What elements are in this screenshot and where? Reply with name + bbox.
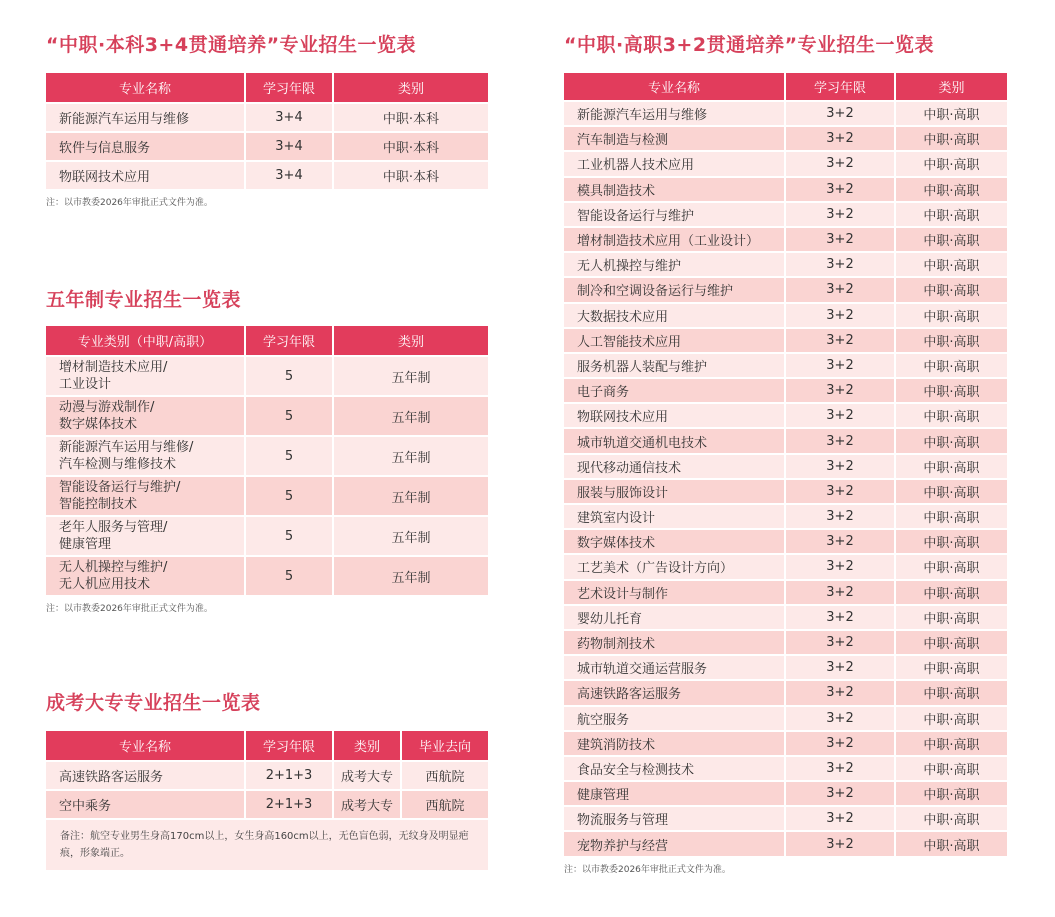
duration-cell: 3+2 <box>786 125 896 150</box>
table-row <box>46 760 488 789</box>
category-cell: 中职·高职 <box>896 780 1007 805</box>
category-cell: 中职·高职 <box>896 478 1007 503</box>
major-name-cell: 空中乘务 <box>46 789 246 818</box>
major-line-2: 数字媒体技术 <box>59 417 138 432</box>
major-name-cell: 模具制造技术 <box>564 176 786 201</box>
category-cell: 中职·高职 <box>896 553 1007 578</box>
major-name-cell: 工艺美术（广告设计方向） <box>564 553 786 578</box>
category-cell: 中职·高职 <box>896 654 1007 679</box>
major-line-2: 工业设计 <box>59 377 112 392</box>
duration-cell: 3+4 <box>246 160 334 189</box>
table-row <box>46 789 488 818</box>
table1-title: “中职·本科3+4贯通培养”专业招生一览表 <box>46 34 417 56</box>
table-row <box>564 705 1007 730</box>
duration-cell: 3+2 <box>786 780 896 805</box>
table3 <box>46 731 488 818</box>
major-name-cell: 物联网技术应用 <box>46 160 246 189</box>
duration-cell: 3+2 <box>786 805 896 830</box>
category-cell: 中职·高职 <box>896 705 1007 730</box>
major-name-cell: 健康管理 <box>564 780 786 805</box>
table4-note: 注：以市教委2026年审批正式文件为准。 <box>564 864 731 875</box>
category-cell: 中职·高职 <box>896 629 1007 654</box>
table2-header: 类别 <box>334 326 488 355</box>
duration-cell: 3+2 <box>786 830 896 855</box>
major-name-cell: 高速铁路客运服务 <box>564 679 786 704</box>
major-name-cell: 汽车制造与检测 <box>564 125 786 150</box>
major-name-cell: 无人机操控与维护 <box>564 251 786 276</box>
duration-cell: 3+2 <box>786 427 896 452</box>
category-cell: 中职·高职 <box>896 352 1007 377</box>
table2-header: 专业类别（中职/高职） <box>46 326 246 355</box>
duration-cell: 3+2 <box>786 478 896 503</box>
table3-section <box>46 688 488 870</box>
major-name-cell: 药物制剂技术 <box>564 629 786 654</box>
duration-cell: 3+2 <box>786 327 896 352</box>
duration-cell: 3+2 <box>786 150 896 175</box>
category-cell: 中职·高职 <box>896 327 1007 352</box>
category-cell: 中职·高职 <box>896 830 1007 855</box>
duration-cell: 5 <box>246 515 334 555</box>
duration-cell: 3+2 <box>786 528 896 553</box>
table-row <box>564 528 1007 553</box>
table3-title: 成考大专专业招生一览表 <box>46 692 261 714</box>
category-cell: 中职·高职 <box>896 805 1007 830</box>
table4-header: 专业名称 <box>564 73 786 100</box>
table1-note: 注：以市教委2026年审批正式文件为准。 <box>46 198 213 208</box>
table-row <box>564 604 1007 629</box>
major-name-cell: 增材制造技术应用（工业设计） <box>564 226 786 251</box>
table3-header: 毕业去向 <box>402 731 488 760</box>
duration-cell: 3+2 <box>786 377 896 402</box>
category-cell: 中职·高职 <box>896 377 1007 402</box>
table-row <box>564 730 1007 755</box>
category-cell: 中职·本科 <box>334 160 488 189</box>
major-name-cell: 新能源汽车运用与维修 <box>46 102 246 131</box>
major-name-cell: 数字媒体技术 <box>564 528 786 553</box>
major-line-1: 增材制造技术应用/ <box>59 360 168 375</box>
major-line-1: 老年人服务与管理/ <box>59 520 168 535</box>
duration-cell: 3+2 <box>786 755 896 780</box>
table-row <box>564 302 1007 327</box>
table2-note: 注：以市教委2026年审批正式文件为准。 <box>46 604 213 614</box>
duration-cell: 3+2 <box>786 629 896 654</box>
category-cell: 中职·高职 <box>896 150 1007 175</box>
table-row <box>564 679 1007 704</box>
table4-body <box>564 100 1007 856</box>
table-row <box>564 453 1007 478</box>
duration-cell: 5 <box>246 395 334 435</box>
table-row <box>564 176 1007 201</box>
table-row <box>564 125 1007 150</box>
table-row <box>46 475 488 515</box>
table4-header: 学习年限 <box>786 73 896 100</box>
major-name-cell: 宠物养护与经营 <box>564 830 786 855</box>
table-row <box>564 377 1007 402</box>
category-cell: 中职·高职 <box>896 125 1007 150</box>
table-row <box>564 201 1007 226</box>
category-cell: 中职·高职 <box>896 276 1007 301</box>
category-cell: 中职·高职 <box>896 201 1007 226</box>
table-row <box>564 100 1007 125</box>
table1-body <box>46 102 488 189</box>
duration-cell: 3+2 <box>786 654 896 679</box>
duration-cell: 3+2 <box>786 251 896 276</box>
duration-cell: 3+2 <box>786 276 896 301</box>
table-row <box>564 427 1007 452</box>
category-cell: 五年制 <box>334 515 488 555</box>
table-row <box>564 226 1007 251</box>
duration-cell: 5 <box>246 355 334 395</box>
table1-header: 类别 <box>334 73 488 102</box>
major-name-cell: 服务机器人装配与维护 <box>564 352 786 377</box>
table3-body <box>46 760 488 818</box>
major-category-cell <box>46 355 246 395</box>
category-cell: 五年制 <box>334 435 488 475</box>
table4 <box>564 73 1007 856</box>
category-cell: 中职·高职 <box>896 402 1007 427</box>
table3-remark: 备注：航空专业男生身高170cm以上，女生身高160cm以上，无色盲色弱，无纹身及明显疤痕，形象端正。 <box>46 820 488 870</box>
duration-cell: 3+4 <box>246 131 334 160</box>
table2 <box>46 326 488 595</box>
major-name-cell: 航空服务 <box>564 705 786 730</box>
category-cell: 五年制 <box>334 395 488 435</box>
table-row <box>564 327 1007 352</box>
destination-cell: 西航院 <box>402 760 488 789</box>
category-cell: 中职·高职 <box>896 503 1007 528</box>
table-row <box>564 478 1007 503</box>
category-cell: 中职·高职 <box>896 604 1007 629</box>
category-cell: 五年制 <box>334 355 488 395</box>
table-row <box>564 553 1007 578</box>
duration-cell: 3+2 <box>786 352 896 377</box>
major-name-cell: 高速铁路客运服务 <box>46 760 246 789</box>
duration-cell: 3+2 <box>786 730 896 755</box>
category-cell: 中职·高职 <box>896 251 1007 276</box>
major-name-cell: 城市轨道交通机电技术 <box>564 427 786 452</box>
category-cell: 中职·高职 <box>896 302 1007 327</box>
duration-cell: 3+2 <box>786 453 896 478</box>
table1-section <box>46 30 488 208</box>
table-row <box>564 402 1007 427</box>
table1-header: 学习年限 <box>246 73 334 102</box>
table-row <box>46 160 488 189</box>
category-cell: 中职·本科 <box>334 102 488 131</box>
category-cell: 中职·高职 <box>896 226 1007 251</box>
category-cell: 中职·高职 <box>896 427 1007 452</box>
major-line-2: 无人机应用技术 <box>59 577 151 592</box>
major-line-1: 新能源汽车运用与维修/ <box>59 440 194 455</box>
table-row <box>564 150 1007 175</box>
duration-cell: 3+2 <box>786 679 896 704</box>
table4-section <box>564 30 1007 875</box>
category-cell: 成考大专 <box>334 760 402 789</box>
table-row <box>564 503 1007 528</box>
duration-cell: 3+2 <box>786 705 896 730</box>
table1-header: 专业名称 <box>46 73 246 102</box>
duration-cell: 2+1+3 <box>246 760 334 789</box>
table-row <box>46 355 488 395</box>
duration-cell: 3+2 <box>786 302 896 327</box>
major-name-cell: 智能设备运行与维护 <box>564 201 786 226</box>
category-cell: 中职·高职 <box>896 730 1007 755</box>
major-name-cell: 建筑消防技术 <box>564 730 786 755</box>
major-name-cell: 婴幼儿托育 <box>564 604 786 629</box>
table-row <box>46 395 488 435</box>
category-cell: 中职·本科 <box>334 131 488 160</box>
major-name-cell: 电子商务 <box>564 377 786 402</box>
major-category-cell <box>46 475 246 515</box>
duration-cell: 3+2 <box>786 553 896 578</box>
major-category-cell <box>46 395 246 435</box>
duration-cell: 3+2 <box>786 579 896 604</box>
category-cell: 中职·高职 <box>896 679 1007 704</box>
duration-cell: 5 <box>246 435 334 475</box>
major-name-cell: 制冷和空调设备运行与维护 <box>564 276 786 301</box>
table4-title: “中职·高职3+2贯通培养”专业招生一览表 <box>564 34 935 56</box>
duration-cell: 3+2 <box>786 176 896 201</box>
category-cell: 成考大专 <box>334 789 402 818</box>
table-row <box>46 102 488 131</box>
duration-cell: 3+2 <box>786 100 896 125</box>
table-row <box>564 352 1007 377</box>
major-name-cell: 新能源汽车运用与维修 <box>564 100 786 125</box>
table2-header: 学习年限 <box>246 326 334 355</box>
duration-cell: 5 <box>246 475 334 515</box>
category-cell: 五年制 <box>334 475 488 515</box>
duration-cell: 3+2 <box>786 503 896 528</box>
table-row <box>564 755 1007 780</box>
major-name-cell: 大数据技术应用 <box>564 302 786 327</box>
destination-cell: 西航院 <box>402 789 488 818</box>
table4-header: 类别 <box>896 73 1007 100</box>
major-line-2: 智能控制技术 <box>59 497 138 512</box>
table-row <box>46 515 488 555</box>
major-category-cell <box>46 515 246 555</box>
duration-cell: 3+4 <box>246 102 334 131</box>
table1 <box>46 73 488 189</box>
duration-cell: 2+1+3 <box>246 789 334 818</box>
major-name-cell: 服装与服饰设计 <box>564 478 786 503</box>
category-cell: 五年制 <box>334 555 488 595</box>
table-row <box>564 251 1007 276</box>
table-row <box>46 131 488 160</box>
table-row <box>564 830 1007 855</box>
major-line-1: 无人机操控与维护/ <box>59 560 168 575</box>
table-row <box>46 435 488 475</box>
table2-section <box>46 285 488 614</box>
major-name-cell: 工业机器人技术应用 <box>564 150 786 175</box>
major-line-1: 智能设备运行与维护/ <box>59 480 181 495</box>
table-row <box>46 555 488 595</box>
category-cell: 中职·高职 <box>896 579 1007 604</box>
table-row <box>564 654 1007 679</box>
table-row <box>564 805 1007 830</box>
table3-header: 学习年限 <box>246 731 334 760</box>
major-line-2: 健康管理 <box>59 537 112 552</box>
major-name-cell: 现代移动通信技术 <box>564 453 786 478</box>
major-line-2: 汽车检测与维修技术 <box>59 457 177 472</box>
table2-body <box>46 355 488 595</box>
major-line-1: 动漫与游戏制作/ <box>59 400 155 415</box>
table-row <box>564 276 1007 301</box>
duration-cell: 3+2 <box>786 226 896 251</box>
category-cell: 中职·高职 <box>896 100 1007 125</box>
major-name-cell: 建筑室内设计 <box>564 503 786 528</box>
major-name-cell: 人工智能技术应用 <box>564 327 786 352</box>
major-name-cell: 艺术设计与制作 <box>564 579 786 604</box>
duration-cell: 3+2 <box>786 604 896 629</box>
table-row <box>564 579 1007 604</box>
table3-header: 类别 <box>334 731 402 760</box>
category-cell: 中职·高职 <box>896 528 1007 553</box>
duration-cell: 3+2 <box>786 402 896 427</box>
major-category-cell <box>46 555 246 595</box>
category-cell: 中职·高职 <box>896 755 1007 780</box>
category-cell: 中职·高职 <box>896 176 1007 201</box>
major-name-cell: 城市轨道交通运营服务 <box>564 654 786 679</box>
duration-cell: 5 <box>246 555 334 595</box>
table3-header: 专业名称 <box>46 731 246 760</box>
table2-title: 五年制专业招生一览表 <box>46 289 242 311</box>
category-cell: 中职·高职 <box>896 453 1007 478</box>
major-name-cell: 物流服务与管理 <box>564 805 786 830</box>
table-row <box>564 629 1007 654</box>
major-name-cell: 食品安全与检测技术 <box>564 755 786 780</box>
major-category-cell <box>46 435 246 475</box>
table-row <box>564 780 1007 805</box>
major-name-cell: 软件与信息服务 <box>46 131 246 160</box>
duration-cell: 3+2 <box>786 201 896 226</box>
major-name-cell: 物联网技术应用 <box>564 402 786 427</box>
